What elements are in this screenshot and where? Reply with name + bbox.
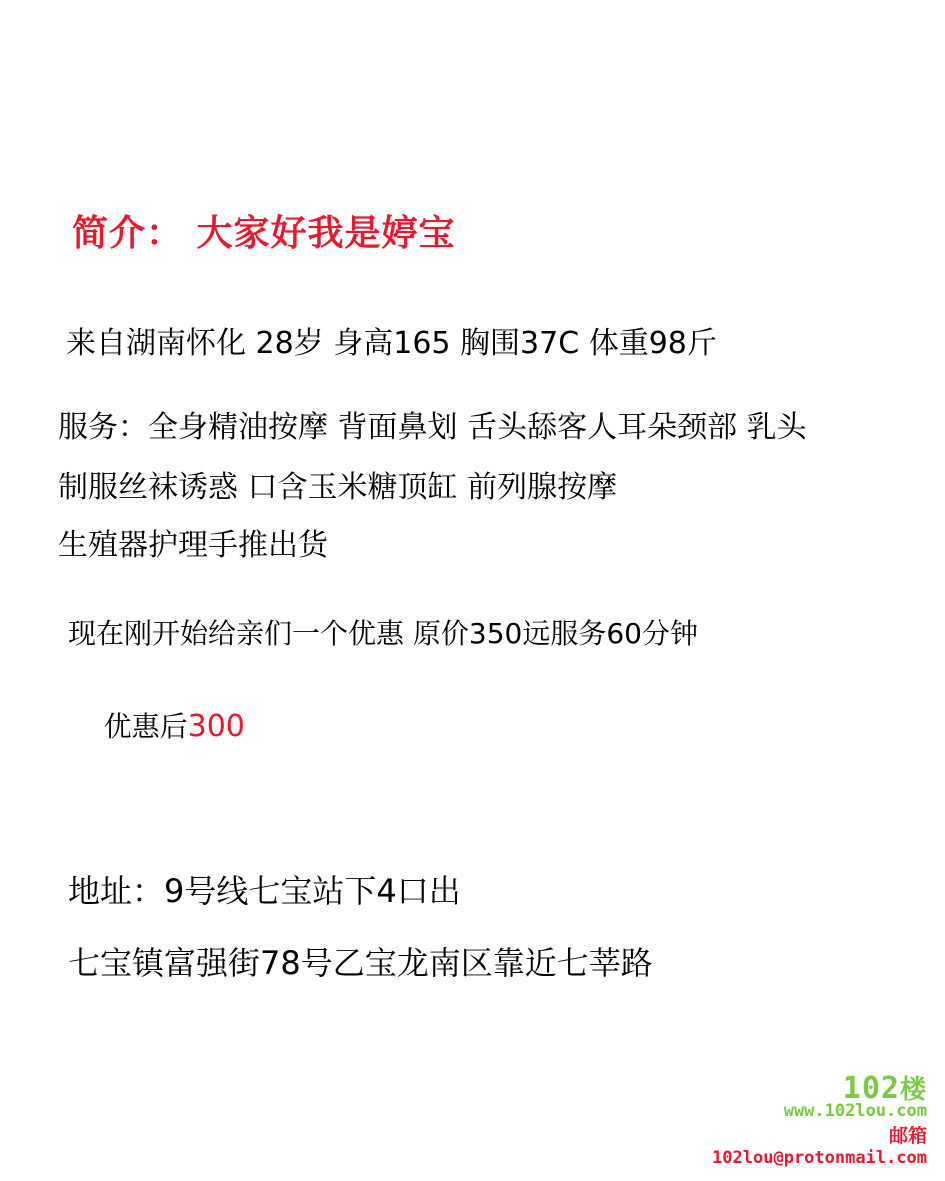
promo-line-2 [68,672,245,778]
service-line-1: 服务：全身精油按摩 背面鼻划 舌头舔客人耳朵颈部 乳头 [58,410,807,445]
watermark-email-label: 邮箱 [888,1124,927,1147]
watermark-logo-number: 102 [842,1070,900,1106]
watermark-logo-character: 楼 [899,1074,927,1105]
watermark [712,1072,927,1169]
profile-line: 来自湖南怀化 28岁 身高165 胸围37C 体重98斤 [66,326,717,361]
service-line-3: 生殖器护理手推出货 [58,528,328,563]
address-line-1: 地址：9号线七宝站下4口出 [68,872,461,910]
page-title: 简介： 大家好我是婷宝 [72,213,456,254]
promo-line-1: 现在刚开始给亲们一个优惠 原价350远服务60分钟 [68,617,698,650]
watermark-email-address: 102lou@protonmail.com [712,1148,927,1169]
service-line-2: 制服丝袜诱惑 口含玉米糖顶缸 前列腺按摩 [58,470,618,505]
watermark-url: www.102lou.com [783,1101,927,1122]
address-line-2: 七宝镇富强街78号乙宝龙南区靠近七莘路 [68,944,653,982]
promo-discount-price: 300 [187,709,245,744]
promo-discount-label: 优惠后 [103,710,188,743]
